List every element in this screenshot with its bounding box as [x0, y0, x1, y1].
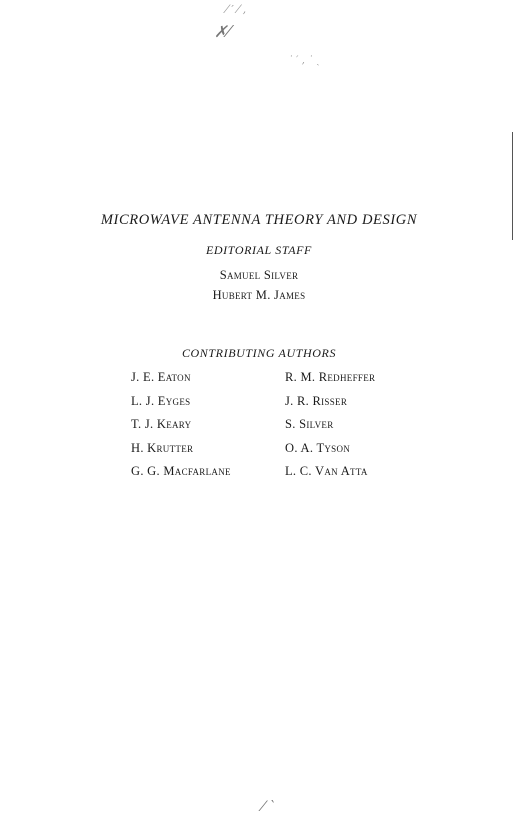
editors-list	[0, 265, 518, 305]
authors-list	[131, 366, 435, 484]
scan-artifact-scribble: ✗⁄	[214, 22, 231, 41]
author-name: O. A. Tyson	[285, 440, 351, 455]
author-name: G. G. Macfarlane	[131, 464, 231, 478]
editor-name: Hubert M. James	[212, 288, 306, 302]
contributing-authors-heading: CONTRIBUTING AUTHORS	[181, 346, 337, 360]
author-name: S. Silver	[285, 417, 334, 431]
author-name: J. E. Eaton	[131, 370, 191, 384]
book-title: MICROWAVE ANTENNA THEORY AND DESIGN	[100, 212, 418, 228]
scan-artifact-dots: ˙ ′ ‚ ˙ ˎ	[288, 55, 320, 66]
author-name: H. Krutter	[131, 440, 194, 455]
scan-artifact-bottom: ⁄ ˋ	[262, 799, 276, 815]
editor-name: Samuel Silver	[219, 268, 299, 282]
author-name: T. J. Keary	[131, 417, 192, 431]
author-name: R. M. Redheffer	[285, 370, 376, 384]
author-name: J. R. Risser	[285, 393, 348, 408]
scan-artifact-top: ⁄ ′ ⁄ ,	[226, 3, 247, 16]
author-name: L. C. Van Atta	[285, 464, 368, 478]
editorial-staff-heading: EDITORIAL STAFF	[205, 243, 312, 257]
author-name: L. J. Eyges	[131, 393, 191, 408]
